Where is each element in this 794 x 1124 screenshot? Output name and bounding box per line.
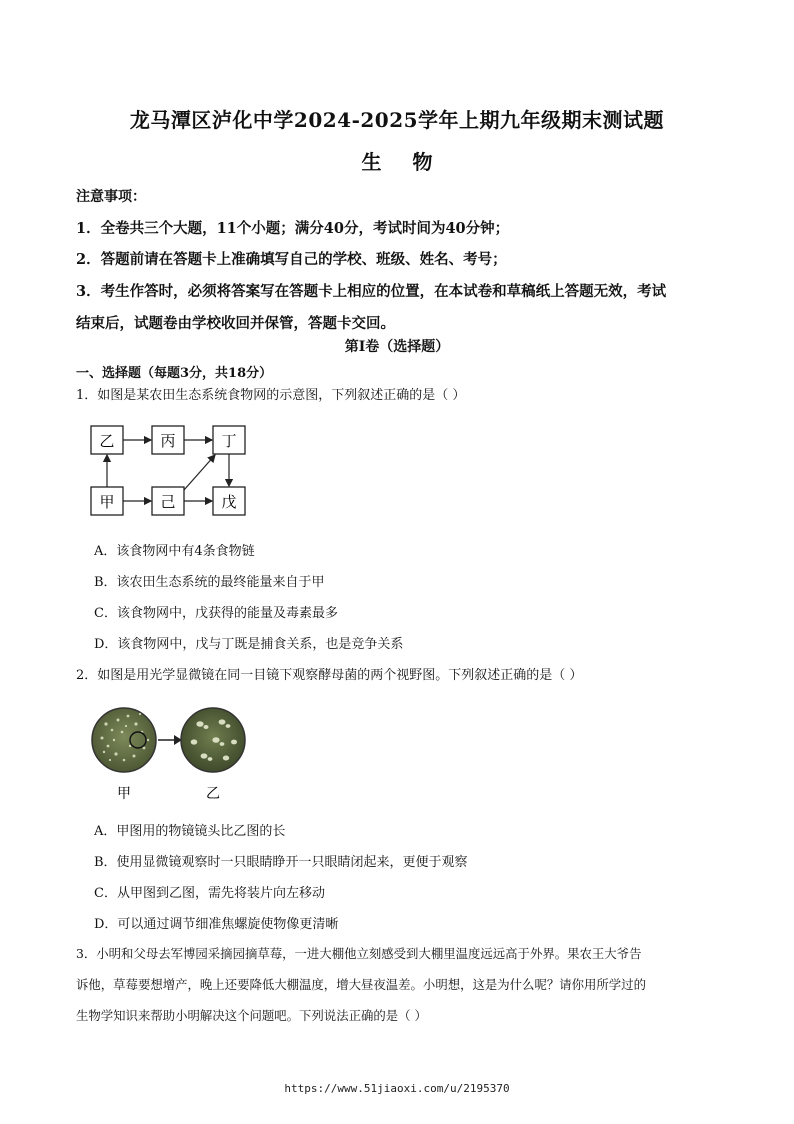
node-ji: 己 [160, 493, 176, 511]
section-heading: 一、选择题（每题3分，共18分） [76, 366, 273, 381]
view-label-jia: 甲 [117, 786, 131, 802]
notice-item-2: 2．答题前请在答题卡上准确填写自己的学校、班级、姓名、考号； [76, 251, 507, 268]
q3-stem-line-1: 3．小明和父母去军博园采摘园摘草莓，一进大棚他立刻感受到大棚里温度远远高于外界。果农王大爷告 [76, 946, 642, 961]
q2-option-b[interactable]: B．使用显微镜观察时一只眼睛睁开一只眼睛闭起来，更便于观察 [94, 855, 468, 870]
q1-stem: 1．如图是某农田生态系统食物网的示意图，下列叙述正确的是（ ） [76, 388, 466, 403]
q1-option-c[interactable]: C．该食物网中，戊获得的能量及毒素最多 [94, 606, 338, 621]
microscope-views [88, 700, 258, 804]
notice-item-3: 3．考生作答时，必须将答案写在答题卡上相应的位置，在本试卷和草稿纸上答题无效，考试 [76, 283, 667, 300]
notice-item-1: 1．全卷共三个大题，11个小题；满分40分，考试时间为40分钟； [76, 220, 510, 237]
q1-option-b[interactable]: B．该农田生态系统的最终能量来自于甲 [94, 575, 325, 590]
notice-item-3-cont: 结束后，试题卷由学校收回并保管，答题卡交回。 [76, 315, 395, 332]
node-yi: 乙 [99, 432, 115, 450]
q3-stem-line-2: 诉他，草莓要想增产，晚上还要降低大棚温度，增大昼夜温差。小明想，这是为什么呢？请你用所学过的 [76, 977, 646, 992]
node-jia: 甲 [99, 493, 115, 511]
footer-url[interactable]: https://www.51jiaoxi.com/u/2195370 [284, 1082, 510, 1095]
q1-option-a[interactable]: A．该食物网中有4条食物链 [94, 544, 255, 559]
food-web-diagram [88, 420, 258, 522]
subject-title: 生 物 [361, 150, 445, 174]
q2-option-d[interactable]: D．可以通过调节细准焦螺旋使物像更清晰 [94, 917, 339, 932]
q2-option-c[interactable]: C．从甲图到乙图，需先将装片向左移动 [94, 886, 325, 901]
q3-stem-line-3: 生物学知识来帮助小明解决这个问题吧。下列说法正确的是（ ） [76, 1008, 427, 1023]
node-wu: 戊 [221, 493, 237, 511]
node-ding: 丁 [221, 432, 237, 450]
notice-heading: 注意事项： [76, 189, 146, 205]
view-label-yi: 乙 [206, 786, 220, 802]
q2-option-a[interactable]: A．甲图用的物镜镜头比乙图的长 [94, 824, 286, 839]
q1-option-d[interactable]: D．该食物网中，戊与丁既是捕食关系，也是竞争关系 [94, 637, 404, 652]
arrow-ji-ding [184, 455, 215, 490]
q2-stem: 2．如图是用光学显微镜在同一目镜下观察酵母菌的两个视野图。下列叙述正确的是（ ） [76, 668, 583, 683]
node-bing: 丙 [160, 432, 176, 450]
volume-heading: 第Ⅰ卷（选择题） [344, 339, 450, 355]
exam-title: 龙马潭区泸化中学2024-2025学年上期九年级期末测试题 [129, 108, 665, 132]
